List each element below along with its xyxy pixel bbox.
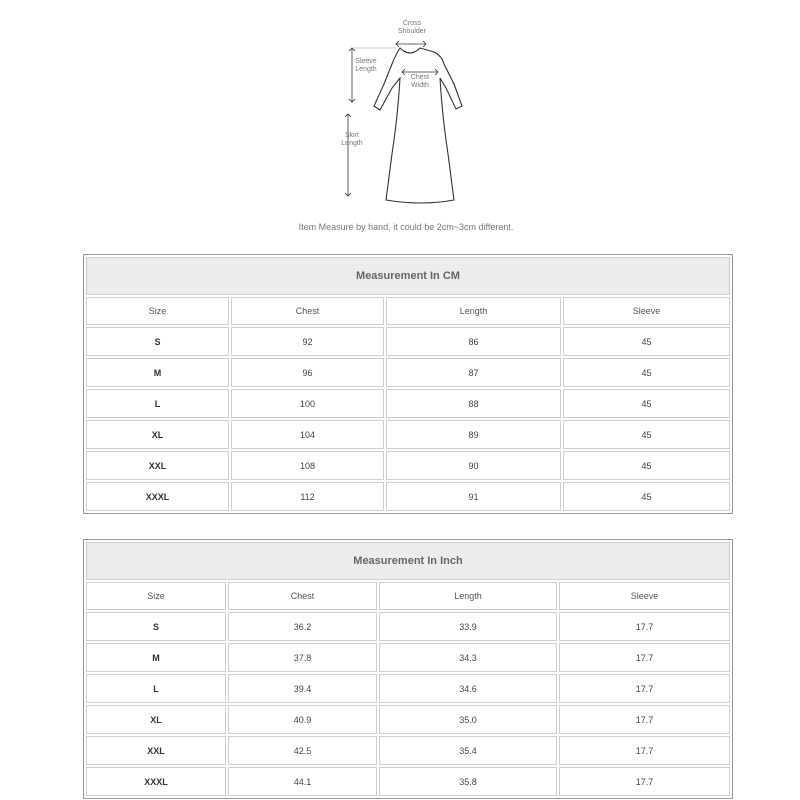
cell-length: 34.3 [379,643,557,672]
cell-size: XXL [86,736,226,765]
cell-length: 35.8 [379,767,557,796]
sleeve-length-label: Sleeve Length [355,58,377,73]
table-header-row [86,582,730,610]
cell-sleeve: 45 [563,327,730,356]
cross-shoulder-label: Cross Shoulder [397,20,427,35]
table-row [86,327,730,356]
cell-chest: 104 [231,420,384,449]
cell-length: 34.6 [379,674,557,703]
measurement-table-inch [83,539,733,799]
table-row [86,389,730,418]
header-chest: Chest [228,582,377,610]
cell-sleeve: 45 [563,358,730,387]
measurement-note: Item Measure by hand, it could be 2cm~3cm different. [298,222,514,232]
cell-sleeve: 17.7 [559,736,730,765]
cell-chest: 40.9 [228,705,377,734]
cell-size: S [86,327,229,356]
cell-chest: 39.4 [228,674,377,703]
cell-sleeve: 45 [563,420,730,449]
header-size: Size [86,582,226,610]
cell-sleeve: 45 [563,482,730,511]
cell-chest: 36.2 [228,612,377,641]
cell-length: 35.0 [379,705,557,734]
header-sleeve: Sleeve [563,297,730,325]
cell-size: M [86,643,226,672]
cell-length: 88 [386,389,561,418]
cell-size: XXL [86,451,229,480]
table-title: Measurement In CM [86,257,730,295]
cell-sleeve: 45 [563,451,730,480]
cell-chest: 108 [231,451,384,480]
table-row [86,612,730,641]
cell-length: 89 [386,420,561,449]
dress-outline-icon [330,14,480,209]
cell-size: S [86,612,226,641]
table-row [86,736,730,765]
cell-sleeve: 17.7 [559,674,730,703]
cell-size: L [86,389,229,418]
cell-size: XXXL [86,482,229,511]
table-row [86,451,730,480]
cell-sleeve: 45 [563,389,730,418]
table-row [86,643,730,672]
cell-chest: 44.1 [228,767,377,796]
cell-chest: 100 [231,389,384,418]
cell-sleeve: 17.7 [559,705,730,734]
cell-chest: 42.5 [228,736,377,765]
header-chest: Chest [231,297,384,325]
cell-chest: 92 [231,327,384,356]
table-row [86,767,730,796]
dress-measurement-diagram [330,14,480,209]
header-length: Length [386,297,561,325]
cell-length: 35.4 [379,736,557,765]
table-row [86,482,730,511]
table-row [86,420,730,449]
cell-size: XL [86,420,229,449]
skirt-length-label: Skirt Length [341,132,363,147]
header-size: Size [86,297,229,325]
cell-size: XL [86,705,226,734]
cell-length: 87 [386,358,561,387]
cell-length: 91 [386,482,561,511]
cell-size: L [86,674,226,703]
cell-chest: 96 [231,358,384,387]
chest-width-label: Chest Width [410,74,430,89]
cell-length: 90 [386,451,561,480]
table-row [86,705,730,734]
measurement-table-cm [83,254,733,514]
cell-size: XXXL [86,767,226,796]
cell-sleeve: 17.7 [559,643,730,672]
cell-length: 86 [386,327,561,356]
table-row [86,358,730,387]
cell-sleeve: 17.7 [559,612,730,641]
cell-sleeve: 17.7 [559,767,730,796]
cell-length: 33.9 [379,612,557,641]
header-length: Length [379,582,557,610]
header-sleeve: Sleeve [559,582,730,610]
cell-size: M [86,358,229,387]
cell-chest: 37.8 [228,643,377,672]
cell-chest: 112 [231,482,384,511]
table-row [86,674,730,703]
table-header-row [86,297,730,325]
table-title: Measurement In Inch [86,542,730,580]
